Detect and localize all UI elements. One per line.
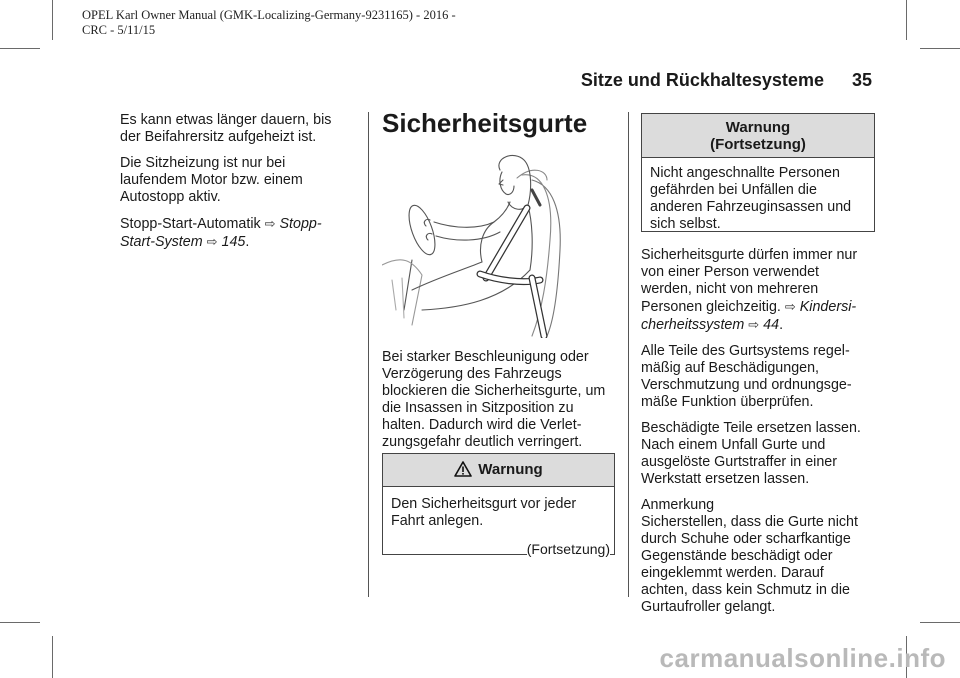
crop-mark (920, 48, 960, 49)
header-line-2: CRC - 5/11/15 (82, 23, 156, 37)
crop-mark (0, 48, 40, 49)
right-column (641, 247, 873, 625)
crop-mark (906, 0, 907, 40)
xref-arrow-icon: ⇨ (206, 234, 218, 249)
crop-mark (52, 636, 53, 678)
warning-header (383, 454, 614, 487)
warning-triangle-icon (454, 457, 472, 489)
xref-link[interactable]: Kindersi- cherheitssystem (641, 299, 857, 333)
paragraph: Bei starker Beschleunigung oder Verzögerung des Fahrzeugs blockieren die Sicherheitsgurte, um die Insassen in Sitzposition zu halten. Dadurch wird die Verlet- zungsgefahr deutlich verringert. (382, 349, 606, 450)
warning-text: Nicht angeschnallte Personen gefährden bei Unfällen die anderen Fahrzeuginsassen und sich selbst. (650, 165, 852, 232)
section-heading: Sicherheitsgurte (382, 108, 588, 138)
xref-lead-text: Stopp-Start-Automatik (120, 216, 265, 232)
xref-link[interactable]: Stopp-Start-System (120, 216, 322, 250)
xref-page[interactable]: 44 (763, 317, 780, 333)
warning-heading: Warnung (725, 119, 791, 136)
crop-mark (920, 622, 960, 623)
continued-note: (Fortsetzung) (526, 541, 610, 557)
xref-arrow-icon: ⇨ (264, 216, 276, 231)
column-divider (368, 112, 369, 597)
crop-mark (52, 0, 53, 40)
cross-reference-paragraph (120, 215, 352, 251)
warning-header (642, 114, 874, 158)
warning-body (642, 158, 874, 233)
middle-column-body (382, 349, 614, 460)
paragraph: Beschädigte Teile ersetzen lassen. Nach einem Unfall Gurte und ausgelöste Gurtstraffer in einer Werkstatt ersetzen lassen. (641, 420, 861, 487)
column-divider (628, 112, 629, 597)
document-header (82, 8, 456, 38)
warning-continued-box (641, 113, 875, 232)
note-text: Sicherstellen, dass die Gurte nicht durch Schuhe oder scharfkantige Gegenstände beschädigt oder eingeklemmt werden. Darauf achten, dass kein Schmutz in die Gurtaufroller gelangt. (641, 514, 858, 615)
warning-heading-continued: (Fortsetzung) (710, 136, 806, 153)
warning-text: Den Sicherheitsgurt vor jeder Fahrt anlegen. (391, 496, 577, 529)
warning-box (382, 453, 615, 555)
paragraph: Es kann etwas länger dauern, bis der Beifahrersitz aufgeheizt ist. (120, 112, 332, 145)
paragraph-text: Sicherheitsgurte dürfen immer nur von einer Person verwendet werden, nicht von mehreren Personen gleichzeitig. (641, 247, 858, 315)
punctuation: . (245, 234, 250, 250)
xref-arrow-icon: ⇨ (784, 299, 796, 314)
paragraph: Die Sitzheizung ist nur bei laufendem Motor bzw. einem Autostopp aktiv. (120, 155, 303, 205)
running-head (581, 70, 872, 91)
page-number: 35 (851, 70, 872, 90)
xref-arrow-icon: ⇨ (748, 317, 760, 332)
cross-reference-paragraph (641, 247, 873, 334)
left-column (120, 112, 352, 260)
watermark: carmanualsonline.info (659, 643, 946, 673)
warning-heading: Warnung (478, 461, 543, 478)
crop-mark (0, 622, 40, 623)
warning-body (383, 487, 614, 530)
xref-page[interactable]: 145 (221, 234, 246, 250)
section-title: Sitze und Rückhaltesysteme (580, 70, 824, 90)
header-line-1: OPEL Karl Owner Manual (GMK-Localizing-Germany-9231165) - 2016 - (82, 8, 456, 22)
seatbelt-illustration (382, 150, 582, 338)
punctuation: . (779, 317, 784, 333)
note-heading: Anmerkung (641, 497, 715, 513)
paragraph: Alle Teile des Gurtsystems regel- mäßig auf Beschädigungen, Verschmutzung und ordnungsge- mäße Funktion überprüfen. (641, 343, 852, 410)
